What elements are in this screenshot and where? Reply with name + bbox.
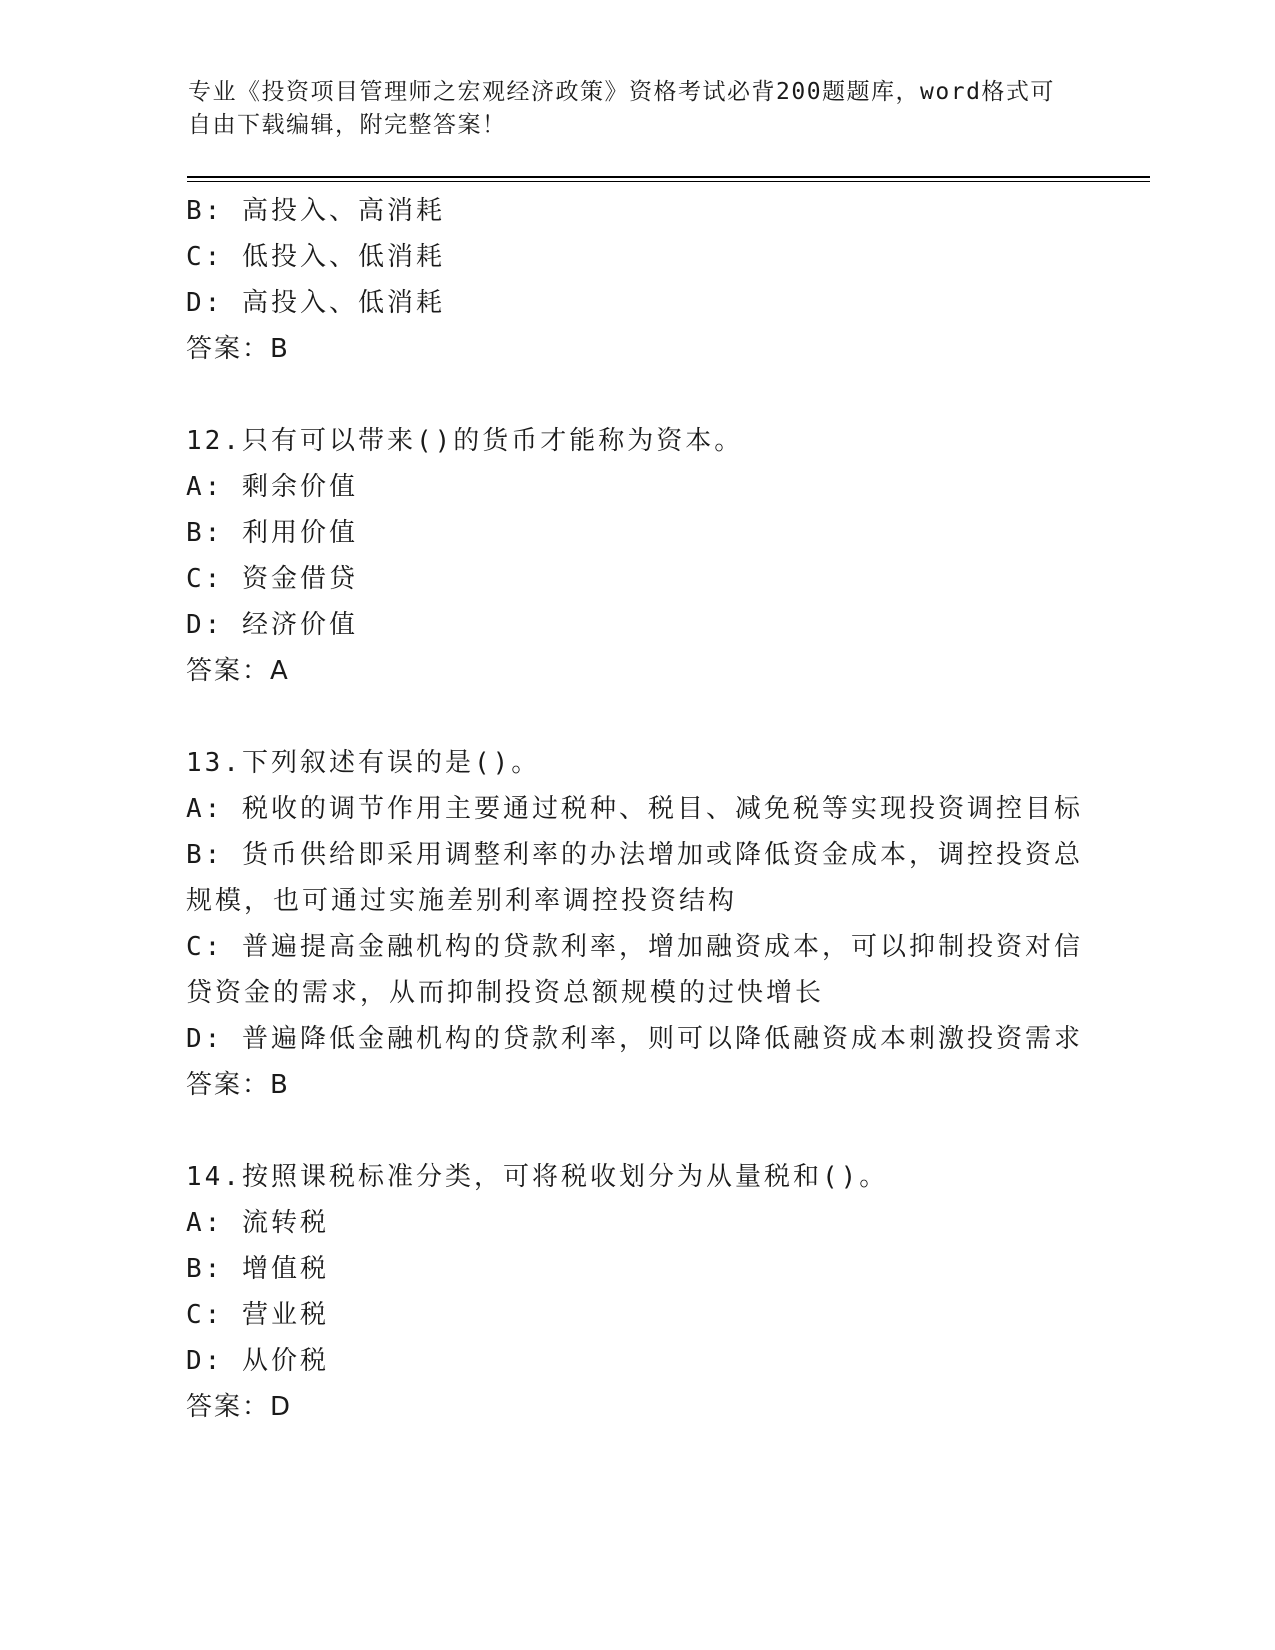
option-c: C: 营业税 (186, 1300, 329, 1330)
header-line-2: 自由下载编辑，附完整答案！ (188, 112, 507, 138)
option-b-line-1: B: 货币供给即采用调整利率的办法增加或降低资金成本，调控投资总 (186, 840, 1083, 870)
header-line-1: 专业《投资项目管理师之宏观经济政策》资格考试必背200题题库，word格式可 (188, 79, 1055, 105)
question-13 (186, 740, 1086, 1108)
option-d: D: 普遍降低金融机构的贷款利率，则可以降低融资成本刺激投资需求 (186, 1024, 1083, 1054)
option-c-line-1: C: 普遍提高金融机构的贷款利率，增加融资成本，可以抑制投资对信 (186, 932, 1083, 962)
option-c-line-2: 贷资金的需求，从而抑制投资总额规模的过快增长 (186, 978, 825, 1008)
option-a: A: 税收的调节作用主要通过税种、税目、减免税等实现投资调控目标 (186, 794, 1083, 824)
header-rule-thin (187, 181, 1150, 182)
spacer (186, 694, 1086, 740)
answer: 答案：B (186, 1070, 290, 1100)
spacer (186, 372, 1086, 418)
header-rule-thick (187, 176, 1150, 178)
answer: 答案：D (186, 1392, 293, 1422)
spacer (186, 1108, 1086, 1154)
option-d: D: 经济价值 (186, 610, 358, 640)
question-14 (186, 1154, 1086, 1430)
option-c: C: 低投入、低消耗 (186, 242, 445, 272)
option-d: D: 从价税 (186, 1346, 329, 1376)
option-c: C: 资金借贷 (186, 564, 358, 594)
option-b: B: 高投入、高消耗 (186, 196, 445, 226)
option-b: B: 利用价值 (186, 518, 358, 548)
question-12 (186, 418, 1086, 694)
question-list (186, 188, 1086, 1430)
option-b: B: 增值税 (186, 1254, 329, 1284)
option-a: A: 剩余价值 (186, 472, 358, 502)
document-header (188, 76, 1088, 142)
question-text: 14.按照课税标准分类，可将税收划分为从量税和()。 (186, 1162, 889, 1192)
question-text: 13.下列叙述有误的是()。 (186, 748, 541, 778)
question-text: 12.只有可以带来()的货币才能称为资本。 (186, 426, 744, 456)
answer: 答案：B (186, 334, 290, 364)
question-11 (186, 188, 1086, 372)
answer: 答案：A (186, 656, 290, 686)
option-b-line-2: 规模，也可通过实施差别利率调控投资结构 (186, 886, 738, 916)
option-d: D: 高投入、低消耗 (186, 288, 445, 318)
option-a: A: 流转税 (186, 1208, 329, 1238)
